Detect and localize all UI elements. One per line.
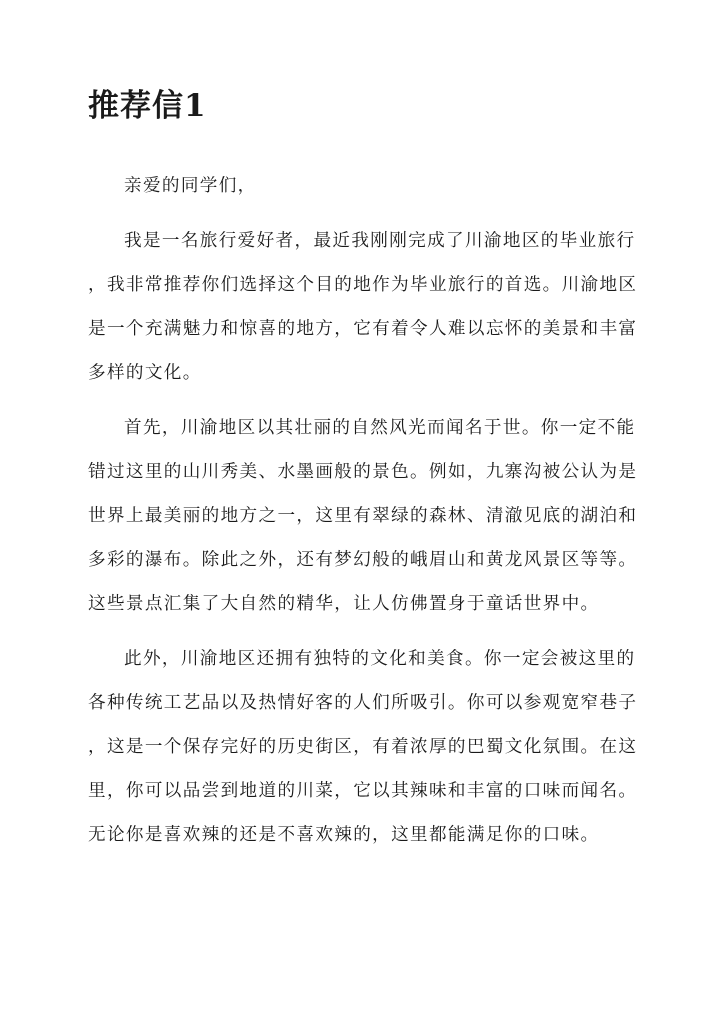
paragraph-3-line-3: ，这是一个保存完好的历史街区，有着浓厚的巴蜀文化氛围。在这 [88, 737, 638, 757]
paragraph-1-line-3: 是一个充满魅力和惊喜的地方，它有着令人难以忘怀的美景和丰富 [88, 319, 638, 339]
paragraph-2-line-5: 这些景点汇集了大自然的精华，让人仿佛置身于童话世界中。 [88, 594, 600, 614]
paragraph-1-line-2: ，我非常推荐你们选择这个目的地作为毕业旅行的首选。川渝地区 [88, 275, 638, 295]
paragraph-2-line-1: 首先，川渝地区以其壮丽的自然风光而闻名于世。你一定不能 [124, 418, 636, 438]
salutation: 亲爱的同学们， [124, 176, 257, 196]
paragraph-1-line-4: 多样的文化。 [88, 363, 202, 383]
paragraph-3-line-5: 无论你是喜欢辣的还是不喜欢辣的，这里都能满足你的口味。 [88, 825, 600, 845]
paragraph-3-line-1: 此外，川渝地区还拥有独特的文化和美食。你一定会被这里的 [124, 649, 636, 669]
paragraph-3-line-4: 里，你可以品尝到地道的川菜，它以其辣味和丰富的口味而闻名。 [88, 781, 638, 801]
document-title: 推荐信1 [88, 88, 207, 124]
paragraph-2-line-3: 世界上最美丽的地方之一，这里有翠绿的森林、清澈见底的湖泊和 [88, 506, 638, 526]
paragraph-3-line-2: 各种传统工艺品以及热情好客的人们所吸引。你可以参观宽窄巷子 [88, 693, 638, 713]
paragraph-2-line-2: 错过这里的山川秀美、水墨画般的景色。例如，九寨沟被公认为是 [88, 462, 638, 482]
paragraph-1-line-1: 我是一名旅行爱好者，最近我刚刚完成了川渝地区的毕业旅行 [124, 231, 636, 251]
paragraph-2-line-4: 多彩的瀑布。除此之外，还有梦幻般的峨眉山和黄龙风景区等等。 [88, 550, 638, 570]
